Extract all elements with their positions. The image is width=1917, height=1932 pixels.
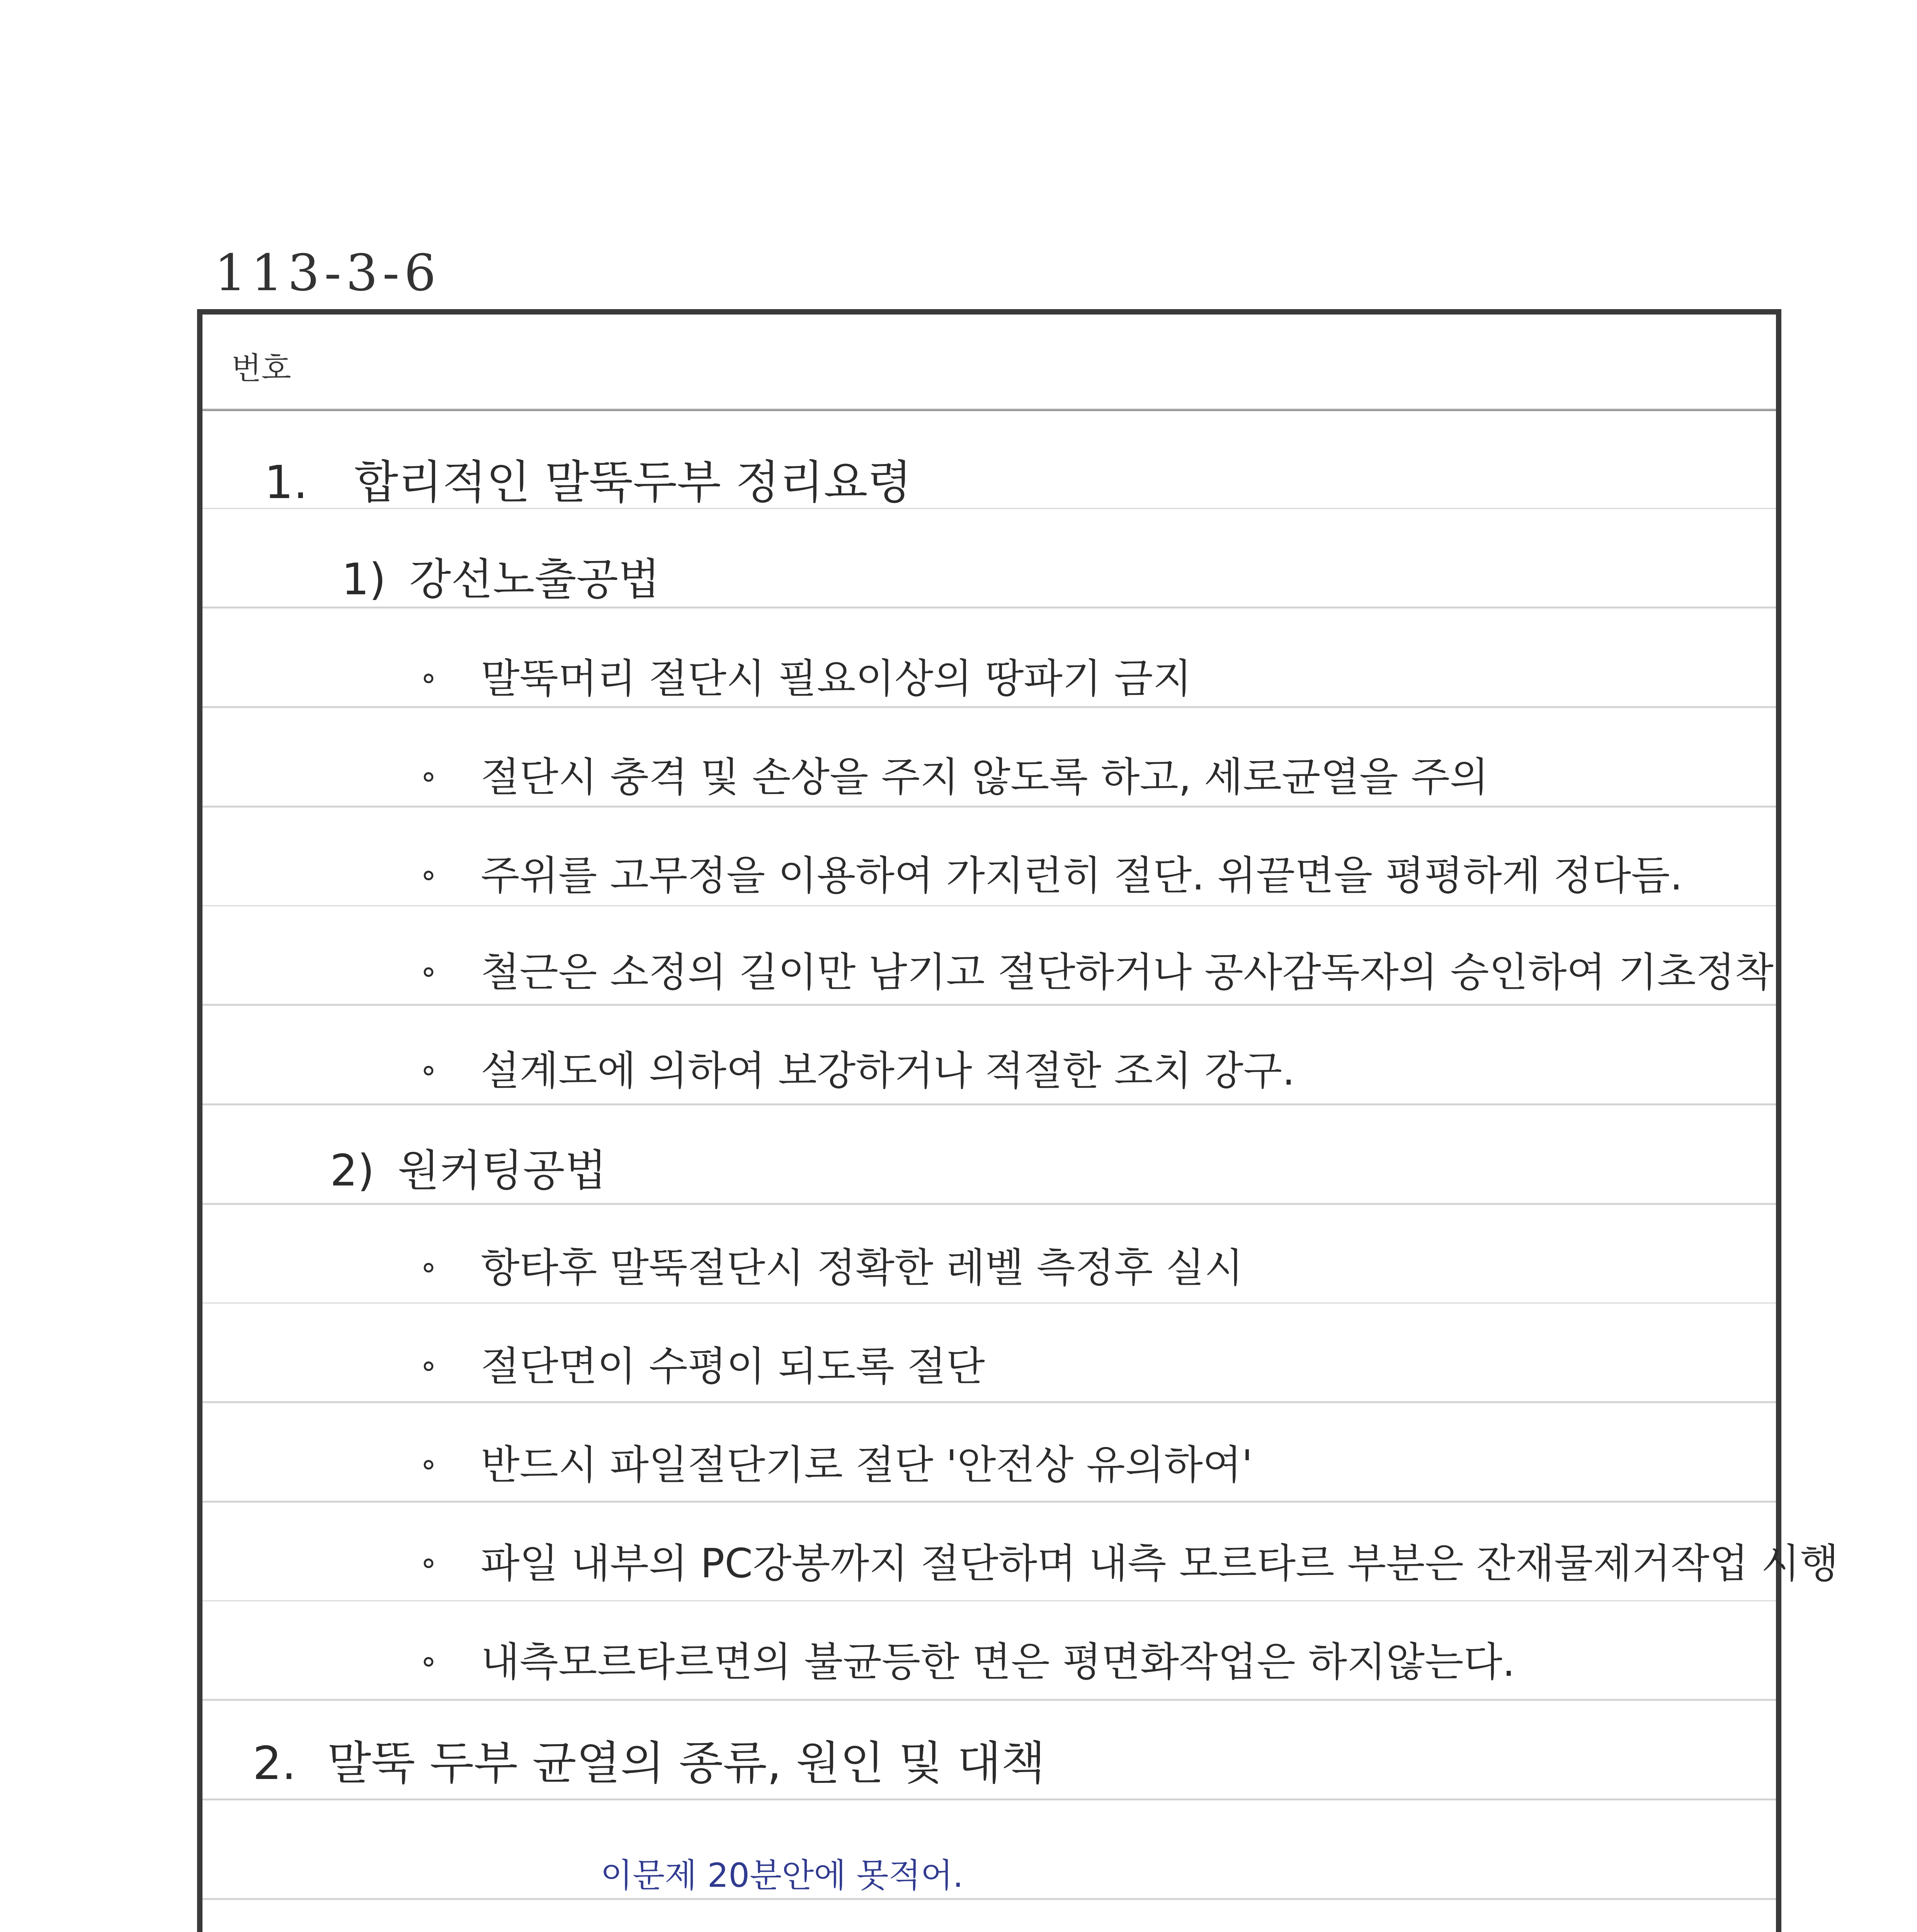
bullet-icon: ∘: [419, 1051, 439, 1088]
bullet-icon: ∘: [419, 659, 439, 696]
bullet-icon: ∘: [419, 1643, 439, 1679]
list-item: ∘ 절단시 충격 및 손상을 주지 않도록 하고, 세로균열을 주의: [419, 753, 1489, 801]
answer-sheet: [197, 309, 1839, 1932]
list-item: ∘ 철근은 소정의 길이만 남기고 절단하거나 공사감독자의 승인하여 기초정착: [419, 949, 1774, 996]
section-number: 1.: [264, 456, 308, 509]
subsection-1-heading: [342, 554, 660, 605]
handwritten-note: 이문제 20분안에 못적어.: [600, 1856, 964, 1895]
subsection-2-heading: [330, 1146, 607, 1196]
list-item: ∘ 주위를 고무정을 이용하여 가지런히 절단. 위끝면을 평평하게 정다듬.: [419, 852, 1683, 899]
section-title: 합리적인 말뚝두부 정리요령: [354, 456, 912, 509]
list-item: ∘ 파일 내부의 PC강봉까지 절단하며 내측 모르타르 부분은 잔재물제거작업 시행: [419, 1540, 1839, 1587]
bullet-icon: ∘: [419, 953, 439, 989]
list-item: ∘ 설계도에 의하여 보강하거나 적절한 조치 강구.: [419, 1047, 1295, 1094]
list-item: ∘ 말뚝머리 절단시 필요이상의 땅파기 금지: [419, 655, 1192, 702]
subsection-title: 원커팅공법: [397, 1146, 607, 1196]
section-title: 말뚝 두부 균열의 종류, 원인 및 대책: [327, 1736, 1045, 1790]
list-item: ∘ 반드시 파일절단기로 절단 '안전상 유의하여': [419, 1441, 1253, 1488]
bullet-icon: ∘: [419, 1248, 439, 1285]
section-2-heading: [253, 1736, 1045, 1790]
page-number: 113-3-6: [214, 243, 441, 302]
header-label: 번호: [231, 350, 291, 386]
bullet-icon: ∘: [419, 758, 439, 794]
list-item: ∘ 절단면이 수평이 되도록 절단: [419, 1343, 985, 1390]
header-row: [202, 315, 1776, 411]
bullet-icon: ∘: [419, 1544, 439, 1580]
section-number: 2.: [253, 1736, 296, 1790]
bullet-icon: ∘: [419, 856, 439, 893]
subsection-number: 1): [342, 554, 386, 605]
section-1-heading: [264, 456, 912, 509]
list-item: ∘ 항타후 말뚝절단시 정확한 레벨 측정후 실시: [419, 1244, 1243, 1291]
subsection-number: 2): [330, 1146, 374, 1196]
subsection-title: 강선노출공법: [409, 554, 660, 605]
bullet-icon: ∘: [419, 1347, 439, 1383]
list-item: ∘ 내측모르타르면의 불균등한 면은 평면화작업은 하지않는다.: [419, 1638, 1515, 1685]
bullet-icon: ∘: [419, 1446, 439, 1482]
